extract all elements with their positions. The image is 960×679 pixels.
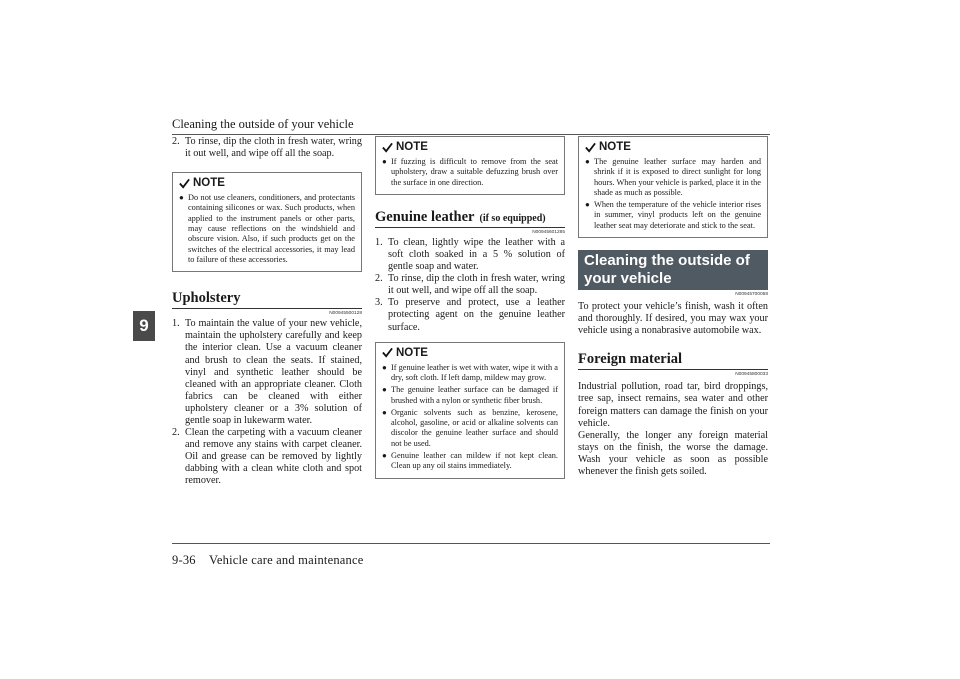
section-title-qualifier: (if so equipped): [479, 212, 546, 224]
note-text: Genuine leather can mildew if not kept clean. Clean up any oil stains immediately.: [391, 451, 558, 471]
running-header: Cleaning the outside of your vehicle: [172, 117, 354, 131]
note-label: NOTE: [193, 177, 225, 190]
item-text: To preserve and protect, use a leather protecting agent on the genuine leather surface.: [388, 297, 565, 333]
note-bullet: [382, 408, 558, 449]
section-title-genuine-leather: [375, 209, 565, 228]
list-item: [375, 297, 565, 333]
note-bullet: [585, 157, 761, 198]
note-box: [375, 136, 565, 195]
note-bullet: [585, 200, 761, 231]
section-code: N00945601285: [532, 229, 565, 235]
paragraph: To protect your vehicle’s finish, wash it often and thoroughly. If desired, you may wax your vehicle using a nonabrasive automobile wax.: [578, 301, 768, 337]
item-text: To maintain the value of your new vehicle, maintain the upholstery carefully and keep the interior clean. Use a vacuum cleaner and brush to clean the seats. If stained, vinyl and synthetic leather should be cleaned with an appropriate cleaner. Cloth fabrics can be cleaned with either upholstery cleaner or a 3% solution of gentle soap in lukewarm water.: [185, 318, 362, 427]
note-text: The genuine leather surface can be damaged if brushed with a nylon or synthetic fiber brush.: [391, 385, 558, 405]
list-item: [172, 318, 362, 427]
note-label: NOTE: [396, 141, 428, 153]
note-header: [382, 139, 558, 155]
check-icon: [585, 142, 596, 153]
step-text: To rinse, dip the cloth in fresh water, wring it out well, and wipe off all the soap.: [185, 136, 362, 160]
bullet-icon: ●: [585, 157, 590, 166]
note-header: [382, 345, 558, 361]
step-number: 2.: [172, 136, 180, 147]
bullet-icon: ●: [382, 451, 387, 461]
column-3: [578, 136, 768, 478]
paragraph: Industrial pollution, road tar, bird droppings, tree sap, insect remains, sea water and other foreign matters can damage the finish on your vehicle.: [578, 381, 768, 429]
page-footer: [172, 553, 364, 568]
list-item: [375, 273, 565, 297]
item-text: To clean, lightly wipe the leather with a soft cloth soaked in a 5 % solution of gentle soap and water.: [388, 236, 565, 273]
section-code: N00945700058: [735, 292, 768, 298]
section-name: Vehicle care and maintenance: [209, 553, 364, 567]
note-bullet: [382, 157, 558, 188]
item-number: 3.: [375, 297, 383, 309]
note-text: If genuine leather is wet with water, wipe it with a dry, soft cloth. If left damp, mildew may grow.: [391, 362, 558, 382]
column-2: [375, 136, 565, 479]
note-label: NOTE: [396, 346, 428, 359]
check-icon: [382, 347, 393, 358]
bullet-icon: ●: [382, 157, 387, 166]
check-icon: [382, 142, 393, 153]
note-text: The genuine leather surface may harden and shrink if it is exposed to direct sunlight for long hours. When your vehicle is parked, place it in the shade as much as possible.: [594, 157, 761, 197]
note-header: [585, 139, 761, 155]
list-item: [375, 237, 565, 273]
note-box: [375, 342, 565, 479]
item-number: 2.: [172, 427, 180, 439]
note-header: [179, 175, 355, 191]
note-text: If fuzzing is difficult to remove from the seat upholstery, draw a suitable defuzzing brush over the surface in one direction.: [391, 157, 558, 187]
section-title-foreign-material: Foreign material: [578, 351, 768, 370]
note-bullet: [382, 451, 558, 472]
bullet-icon: ●: [179, 193, 184, 203]
note-box: [578, 136, 768, 238]
section-title-text: Genuine leather: [375, 208, 475, 225]
note-text: Do not use cleaners, conditioners, and protectants containing silicones or wax. Such products, when applied to the instrument panels or other parts, may cause reflections on the windshield and obscure vision. Also, if such products get on the switches of the electrical accessories, it may lead to failure of these accessories.: [188, 193, 355, 264]
item-text: To rinse, dip the cloth in fresh water, wring it out well, and wipe off all the soap.: [388, 273, 565, 297]
bullet-icon: ●: [382, 362, 387, 372]
item-text: Clean the carpeting with a vacuum cleaner and remove any stains with carpet cleaner. Oil and grease can be removed by lightly dabbing with a clean white cloth and spot remover.: [185, 427, 362, 487]
section-title-upholstery: Upholstery: [172, 290, 362, 309]
column-1: [172, 136, 362, 488]
header-rule: [172, 134, 770, 135]
list-item: [172, 427, 362, 487]
bullet-icon: ●: [382, 407, 387, 417]
bullet-icon: ●: [382, 385, 387, 395]
section-code: N00945800033: [735, 372, 768, 378]
note-bullet: [179, 193, 355, 265]
note-bullet: [382, 363, 558, 384]
item-number: 2.: [375, 273, 383, 285]
paragraph: Generally, the longer any foreign material stays on the finish, the worse the damage. Wash your vehicle as soon as possible whenever the finish gets soiled.: [578, 429, 768, 478]
note-bullet: [382, 385, 558, 406]
note-label: NOTE: [599, 141, 631, 153]
step-2: [172, 136, 362, 160]
note-text: When the temperature of the vehicle interior rises in summer, vinyl products left on the genuine leather seat may deteriorate and stick to the seat.: [594, 200, 761, 230]
chapter-tab: 9: [133, 311, 155, 341]
item-number: 1.: [172, 318, 180, 330]
note-text: Organic solvents such as benzine, kerosene, alcohol, gasoline, or acid or alkaline solvents can discolor the genuine leather surface and should not be used.: [391, 407, 558, 448]
page-number: 9-36: [172, 553, 196, 567]
footer-rule: [172, 543, 770, 544]
bullet-icon: ●: [585, 200, 590, 210]
section-code: N00945500128: [329, 311, 362, 317]
note-box: [172, 172, 362, 272]
section-title-cleaning-outside: Cleaning the outside of your vehicle: [578, 250, 768, 290]
check-icon: [179, 178, 190, 189]
item-number: 1.: [375, 236, 383, 248]
